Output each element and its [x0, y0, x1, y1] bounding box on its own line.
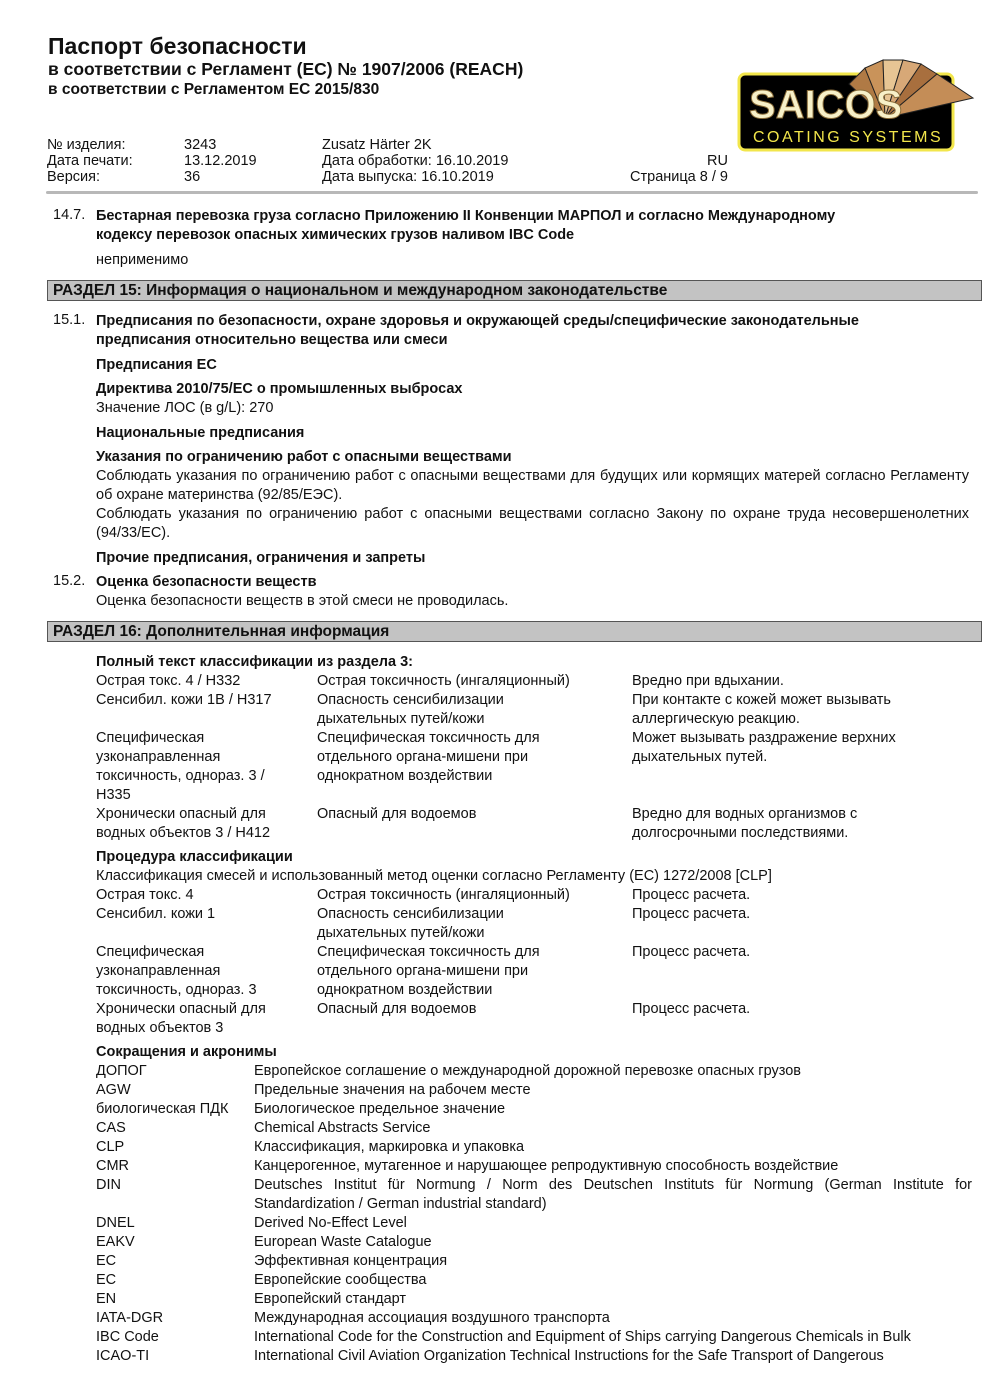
other-regulations-heading: Прочие предписания, ограничения и запреты — [96, 550, 426, 566]
abbreviation-term: биологическая ПДК — [96, 1101, 229, 1117]
directive-heading: Директива 2010/75/EC о промышленных выбросах — [96, 381, 463, 397]
abbreviation-term: EAKV — [96, 1234, 135, 1250]
hazard-description: При контакте с кожей может вызывать аллергическую реакцию. — [632, 692, 891, 727]
hazard-description: Вредно при вдыхании. — [632, 673, 784, 689]
print-date: 13.12.2019 — [184, 153, 257, 169]
hazard-code: Хронически опасный для водных объектов 3 / H412 — [96, 806, 271, 841]
abbreviation-term: ICAO-TI — [96, 1348, 150, 1364]
abbreviation-definition: European Waste Catalogue — [254, 1234, 432, 1250]
hazard-description: Вредно для водных организмов с долгосрочными последствиями. — [632, 806, 858, 841]
abbreviation-term: CLP — [96, 1139, 125, 1155]
abbreviation-definition: Канцерогенное, мутагенное и нарушающее репродуктивную способность воздействие — [254, 1158, 839, 1174]
abbreviation-definition: Европейское соглашение о международной дорожной перевозке опасных грузов — [254, 1063, 801, 1079]
header-divider — [46, 191, 978, 194]
version: 36 — [184, 169, 201, 185]
procedure-text: Классификация смесей и использованный метод оценки согласно Регламенту (EC) 1272/2008 [CLP] — [96, 868, 772, 884]
heading-15-1-line2: предписания относительно вещества или смеси — [96, 332, 448, 348]
restrictions-text-1: Соблюдать указания по ограничению работ с опасными веществами для будущих или кормящих матерей согласно Регламенту об охране материнства (92/85/ЕЭС). — [96, 468, 969, 503]
abbreviation-definition: International Civil Aviation Organization Technical Instructions for the Safe Transport of Dangerous — [254, 1348, 884, 1364]
abbreviation-definition: International Code for the Construction and Equipment of Ships carrying Dangerous Chemicals in Bulk — [254, 1329, 911, 1345]
meta-labels — [47, 137, 133, 185]
eu-regulations-heading: Предписания ЕС — [96, 357, 217, 373]
abbreviation-definition: Европейские сообщества — [254, 1272, 427, 1288]
restrictions-heading: Указания по ограничению работ с опасными веществами — [96, 449, 512, 465]
hazard-name: Опасность сенсибилизации дыхательных путей/кожи — [317, 692, 504, 727]
meta-values — [184, 137, 257, 185]
abbreviation-term: EN — [96, 1291, 117, 1307]
logo-tagline: COATING SYSTEMS — [753, 129, 944, 146]
restrictions-text-2: Соблюдать указания по ограничению работ с опасными веществами согласно Закону по охране труда несовершенолетних (94/33/EC). — [96, 506, 969, 541]
language-code: RU — [707, 153, 728, 169]
abbreviation-term: IATA-DGR — [96, 1310, 164, 1326]
classification-method: Процесс расчета. — [632, 906, 751, 922]
section-15-header: РАЗДЕЛ 15: Информация о национальном и международном законодательстве — [47, 280, 982, 301]
section-number-14-7: 14.7. — [53, 207, 86, 223]
hazard-code: Сенсибил. кожи 1 — [96, 906, 216, 922]
abbreviation-term: AGW — [96, 1082, 131, 1098]
hazard-code: Специфическая узконаправленная токсичность, однораз. 3 / H335 — [96, 730, 265, 803]
abbreviation-term: IBC Code — [96, 1329, 159, 1345]
product-name: Zusatz Härter 2K — [322, 137, 432, 153]
hazard-name: Специфическая токсичность для отдельного органа-мишени при однократном воздействии — [317, 730, 540, 784]
saicos-logo — [737, 58, 975, 152]
abbreviation-definition: Международная ассоциация воздушного транспорта — [254, 1310, 610, 1326]
classification-method: Процесс расчета. — [632, 1001, 751, 1017]
meta-product — [322, 137, 508, 185]
abbreviation-term: DNEL — [96, 1215, 135, 1231]
hazard-name: Опасный для водоемов — [317, 1001, 477, 1017]
abbreviation-term: ДОПОГ — [96, 1063, 147, 1079]
page-number: Страница 8 / 9 — [630, 169, 728, 185]
heading-14-7-line2: кодексу перевозок опасных химических грузов наливом IBC Code — [96, 227, 575, 243]
product-number: 3243 — [184, 137, 217, 153]
abbreviation-term: DIN — [96, 1177, 121, 1193]
hazard-name: Острая токсичность (ингаляционный) — [317, 887, 570, 903]
hazard-name: Опасность сенсибилизации дыхательных путей/кожи — [317, 906, 504, 941]
abbreviation-term: CAS — [96, 1120, 126, 1136]
heading-15-2: Оценка безопасности веществ — [96, 574, 317, 590]
hazard-name: Специфическая токсичность для отдельного органа-мишени при однократном воздействии — [317, 944, 540, 998]
hazard-name: Опасный для водоемов — [317, 806, 477, 822]
abbreviation-term: CMR — [96, 1158, 130, 1174]
abbreviation-definition: Европейский стандарт — [254, 1291, 407, 1307]
abbreviation-definition: Биологическое предельное значение — [254, 1101, 506, 1117]
version-label: Версия: — [47, 169, 101, 185]
abbreviation-definition: Предельные значения на рабочем месте — [254, 1082, 531, 1098]
hazard-code: Острая токс. 4 / H332 — [96, 673, 241, 689]
abbreviation-term: EC — [96, 1272, 117, 1288]
section-16-header: РАЗДЕЛ 16: Дополнительнная информация — [47, 621, 982, 642]
hazard-description: Может вызывать раздражение верхних дыхательных путей. — [632, 730, 896, 765]
abbreviation-definition: Классификация, маркировка и упаковка — [254, 1139, 525, 1155]
abbreviations-heading: Сокращения и акронимы — [96, 1044, 277, 1060]
abbreviation-definition: Deutsches Institut für Normung / Norm des Deutschen Instituts für Normung (German Institute for Standardization / German industrial standard) — [254, 1177, 972, 1212]
heading-15-1-line1: Предписания по безопасности, охране здоровья и окружающей среды/специфические законодательные — [96, 313, 859, 329]
heading-14-7-line1: Бестарная перевозка груза согласно Приложению II Конвенции МАРПОЛ и согласно Международному — [96, 208, 836, 224]
regulation-subtitle-2: в соответствии с Регламентом ЕС 2015/830 — [48, 81, 380, 98]
hazard-code: Острая токс. 4 — [96, 887, 194, 903]
abbreviation-definition: Эффективная концентрация — [254, 1253, 448, 1269]
meta-page — [600, 153, 728, 185]
national-regulations-heading: Национальные предписания — [96, 425, 305, 441]
classification-method: Процесс расчета. — [632, 944, 751, 960]
product-number-label: № изделия: — [47, 137, 126, 153]
text-14-7: неприменимо — [96, 252, 189, 268]
hazard-code: Специфическая узконаправленная токсичность, однораз. 3 — [96, 944, 257, 998]
fan-wood-icon — [737, 58, 975, 152]
procedure-heading: Процедура классификации — [96, 849, 293, 865]
section-number-15-2: 15.2. — [53, 573, 86, 589]
abbreviation-definition: Chemical Abstracts Service — [254, 1120, 431, 1136]
hazard-code: Сенсибил. кожи 1B / H317 — [96, 692, 272, 708]
fulltext-heading: Полный текст классификации из раздела 3: — [96, 654, 414, 670]
print-date-label: Дата печати: — [47, 153, 133, 169]
voc-value: Значение ЛОС (в g/L): 270 — [96, 400, 274, 416]
release-date: Дата выпуска: 16.10.2019 — [322, 169, 494, 185]
revision-date: Дата обработки: 16.10.2019 — [322, 153, 509, 169]
abbreviation-term: EC — [96, 1253, 117, 1269]
document-title: Паспорт безопасности — [48, 33, 307, 59]
classification-method: Процесс расчета. — [632, 887, 751, 903]
section-number-15-1: 15.1. — [53, 312, 86, 328]
abbreviation-definition: Derived No-Effect Level — [254, 1215, 407, 1231]
regulation-subtitle: в соответствии с Регламент (EC) № 1907/2006 (REACH) — [48, 59, 524, 79]
text-15-2: Оценка безопасности веществ в этой смеси не проводилась. — [96, 593, 509, 609]
hazard-code: Хронически опасный для водных объектов 3 — [96, 1001, 266, 1036]
hazard-name: Острая токсичность (ингаляционный) — [317, 673, 570, 689]
logo-brand: SAICOS — [749, 83, 903, 127]
